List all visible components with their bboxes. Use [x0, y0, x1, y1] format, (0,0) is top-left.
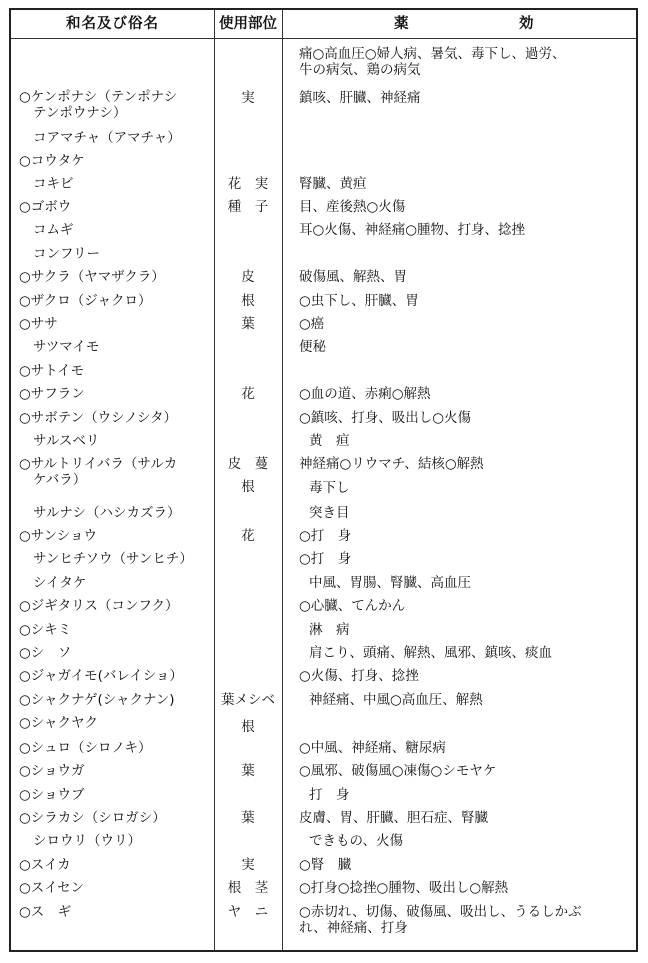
plant-effect: 鎮咳、肝臓、神経痛 — [299, 90, 421, 106]
plant-name: ○サボテン（ウシノシタ） — [19, 410, 177, 426]
plant-part: 葉 — [241, 316, 255, 332]
plant-name: ○サクラ（ヤマザクラ） — [19, 269, 165, 285]
plant-name: ○シ ソ — [19, 645, 72, 661]
plant-effect: ○風邪、破傷風○凍傷○シモヤケ — [299, 763, 497, 779]
plant-part: 葉 — [241, 810, 255, 826]
plant-part: 実 — [241, 90, 255, 106]
plant-part: 根 — [241, 293, 255, 309]
plant-part: 花 実 — [227, 176, 269, 192]
plant-part: 皮 — [241, 269, 255, 285]
plant-name: サツマイモ — [33, 339, 100, 355]
plant-effect: 神経痛○リウマチ、結核○解熱 — [299, 456, 484, 472]
plant-name: ○ジャガイモ(バレイショ） — [19, 668, 183, 684]
plant-name: ケバラ） — [33, 472, 87, 488]
plant-part: 種 子 — [227, 199, 269, 215]
plant-name: ○シュロ（シロノキ） — [19, 740, 152, 756]
plant-part: 葉 — [241, 763, 255, 779]
plant-name: ○ジギタリス（コンフク） — [19, 598, 179, 614]
header-divider — [11, 38, 636, 39]
plant-effect: 便秘 — [299, 339, 326, 355]
plant-name: サルナシ（ハシカズラ） — [33, 505, 181, 521]
plant-effect: ○鎮咳、打身、吸出し○火傷 — [299, 410, 472, 426]
plant-part: 実 — [241, 857, 255, 873]
plant-effect: ○癌 — [299, 316, 325, 332]
plant-effect: 目、産後熱○火傷 — [299, 199, 406, 215]
plant-effect: 中風、胃腸、腎臓、高血圧 — [309, 575, 471, 591]
plant-part: 葉メシベ — [221, 692, 275, 708]
plant-effect: 淋 病 — [309, 622, 350, 638]
carry-over-line: 牛の病気、鶏の病気 — [299, 62, 421, 78]
plant-effect: ○中風、神経痛、糖尿病 — [299, 740, 446, 756]
plant-effect: ○打身○捻挫○腫物、吸出し○解熱 — [299, 880, 509, 896]
plant-part: 根 — [241, 479, 255, 495]
plant-name: ○シキミ — [19, 622, 72, 638]
plant-effect: 打 身 — [309, 787, 350, 803]
plant-part: 花 — [241, 386, 255, 402]
plant-name: コムギ — [33, 222, 74, 238]
plant-name: サンヒチソウ（サンヒチ） — [33, 551, 193, 567]
plant-name: ○ケンポナシ（テンポナシ — [19, 89, 178, 105]
plant-part: 皮 蔓 — [227, 456, 269, 472]
plant-part: 花 — [241, 528, 255, 544]
plant-name: ○ショウガ — [19, 763, 85, 779]
header-effect: 薬 — [394, 16, 410, 32]
plant-effect: ○腎 臓 — [299, 857, 352, 873]
header-effect: 効 — [519, 16, 535, 32]
plant-effect: ○赤切れ、切傷、破傷風、吸出し、うるしかぶ — [299, 904, 582, 920]
plant-name: サルスベリ — [33, 433, 100, 449]
carry-over-line: 痛○高血圧○婦人病、暑気、毒下し、過労、 — [299, 46, 566, 62]
plant-name: ○サルトリイバラ（サルカ — [19, 456, 178, 472]
plant-part: 根 茎 — [227, 880, 269, 896]
plant-effect: 突き目 — [309, 505, 350, 521]
plant-name: ○シャクナゲ(シャクナン) — [19, 692, 175, 708]
plant-name: ○ゴボウ — [19, 199, 72, 215]
plant-name: ○ザクロ（ジャクロ） — [19, 293, 152, 309]
plant-effect: れ、神経痛、打身 — [299, 920, 408, 936]
plant-name: ○スイカ — [19, 857, 71, 873]
plant-part: ヤ ニ — [227, 904, 269, 920]
plant-name: シロウリ（ウリ） — [33, 833, 141, 849]
plant-name: コアマチャ（アマチャ） — [33, 130, 181, 146]
plant-name: ○スイセン — [19, 880, 85, 896]
herb-table — [9, 8, 638, 952]
plant-effect: 破傷風、解熱、胃 — [299, 269, 407, 285]
plant-name: ○シャクヤク — [19, 715, 99, 731]
column-divider — [282, 10, 283, 950]
plant-effect: ○打 身 — [299, 528, 352, 544]
plant-name: テンポウナシ） — [33, 105, 127, 121]
plant-name: コキビ — [33, 176, 74, 192]
plant-effect: 黄 疸 — [309, 433, 350, 449]
plant-effect: ○血の道、赤痢○解熱 — [299, 386, 431, 402]
plant-effect: 毒下し — [309, 480, 350, 496]
plant-effect: できもの、火傷 — [309, 833, 403, 849]
header-name: 和名及び俗名 — [66, 16, 159, 32]
plant-effect: 耳○火傷、神経痛○腫物、打身、捻挫 — [299, 222, 526, 238]
plant-effect: ○虫下し、肝臓、胃 — [299, 293, 419, 309]
plant-part: 根 — [241, 719, 255, 735]
plant-effect: ○心臓、てんかん — [299, 598, 406, 614]
plant-effect: 肩こり、頭痛、解熱、風邪、鎮咳、痰血 — [309, 645, 552, 661]
plant-effect: 腎臓、黄疸 — [299, 176, 367, 192]
plant-name: ○サトイモ — [19, 363, 85, 379]
plant-name: ○ス ギ — [19, 904, 72, 920]
plant-name: ○サンショウ — [19, 528, 97, 544]
plant-effect: ○打 身 — [299, 551, 352, 567]
plant-effect: 皮膚、胃、肝臓、胆石症、腎臓 — [299, 810, 488, 826]
plant-effect: ○火傷、打身、捻挫 — [299, 668, 419, 684]
plant-name: ○シラカシ（シロガシ） — [19, 810, 166, 826]
plant-name: ○コウタケ — [19, 153, 85, 169]
plant-name: コンフリー — [33, 246, 100, 262]
plant-name: ○ササ — [19, 316, 58, 332]
plant-name: ○サフラン — [19, 386, 85, 402]
header-part: 使用部位 — [219, 16, 277, 32]
plant-name: シイタケ — [33, 575, 87, 591]
plant-effect: 神経痛、中風○高血圧、解熱 — [309, 692, 483, 708]
plant-name: ○ショウブ — [19, 787, 85, 803]
